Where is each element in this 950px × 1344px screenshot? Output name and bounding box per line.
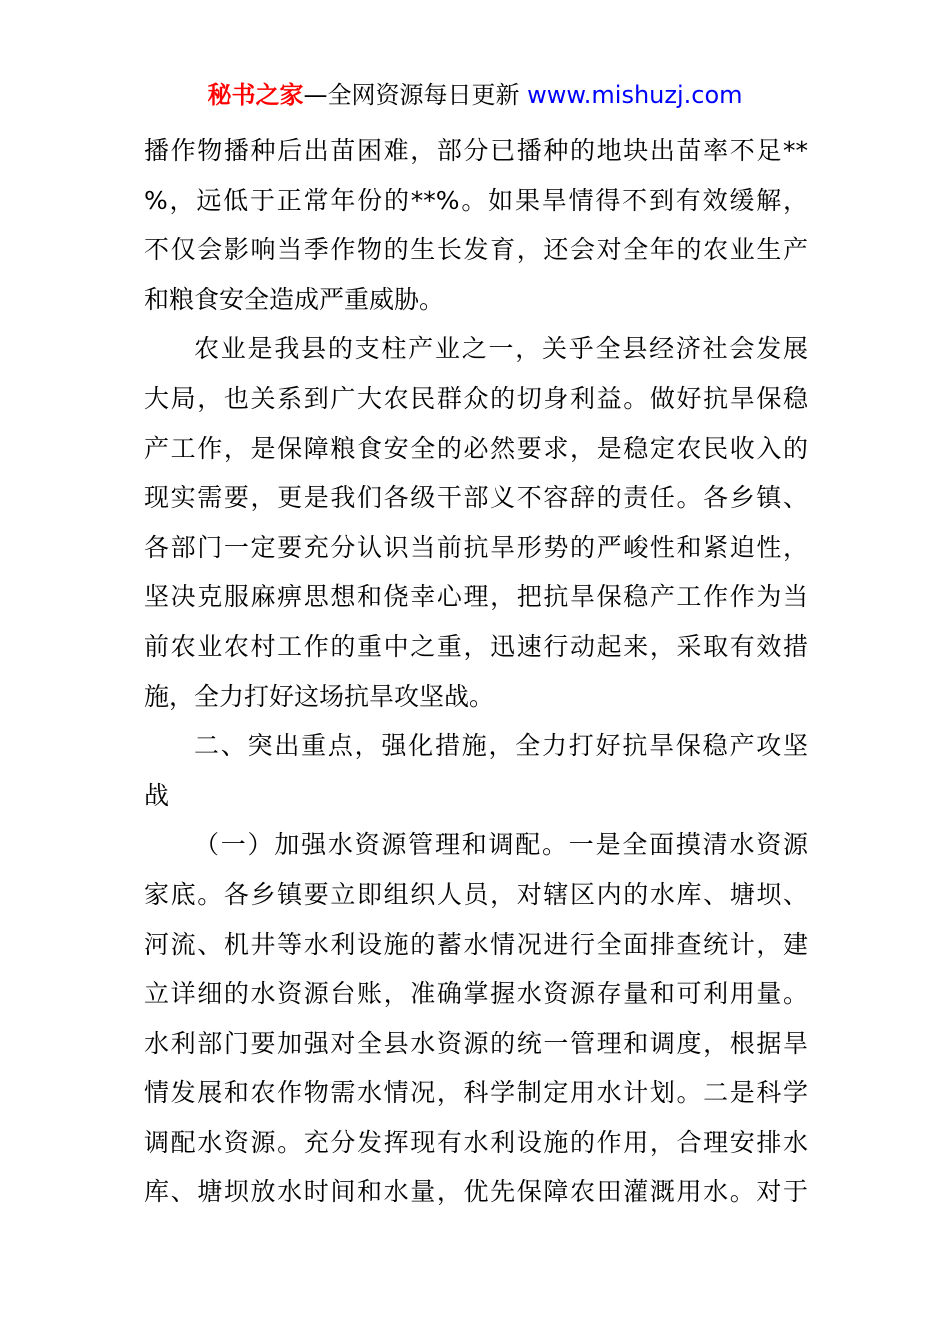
text-line: 前农业农村工作的重中之重，迅速行动起来，采取有效措: [144, 631, 808, 661]
text-line: 大局，也关系到广大农民群众的切身利益。做好抗旱保稳: [144, 383, 808, 413]
text-line: 水利部门要加强对全县水资源的统一管理和调度，根据旱: [144, 1028, 808, 1058]
text-line: 施，全力打好这场抗旱攻坚战。: [144, 681, 495, 711]
text-line: 立详细的水资源台账，准确掌握水资源存量和可利用量。: [144, 979, 808, 1009]
text-line: 各部门一定要充分认识当前抗旱形势的严峻性和紧迫性，: [144, 532, 808, 562]
paragraph-start-line: （一）加强水资源管理和调配。一是全面摸清水资源: [194, 830, 808, 860]
site-header: [0, 78, 950, 112]
text-line: 现实需要，更是我们各级干部义不容辞的责任。各乡镇、: [144, 483, 808, 513]
text-line: 不仅会影响当季作物的生长发育，还会对全年的农业生产: [144, 235, 808, 265]
text-line: 坚决克服麻痹思想和侥幸心理，把抗旱保稳产工作作为当: [144, 582, 808, 612]
paragraph-start-line: 农业是我县的支柱产业之一，关乎全县经济社会发展: [194, 334, 808, 364]
document-body: [144, 126, 808, 1217]
text-line: 家底。各乡镇要立即组织人员，对辖区内的水库、塘坝、: [144, 879, 808, 909]
site-slogan: —全网资源每日更新: [303, 81, 528, 109]
section-heading-line: 二、突出重点，强化措施，全力打好抗旱保稳产攻坚: [194, 731, 808, 761]
text-line: 和粮食安全造成严重威胁。: [144, 284, 445, 314]
text-line: 调配水资源。充分发挥现有水利设施的作用，合理安排水: [144, 1127, 808, 1157]
text-line: %，远低于正常年份的**%。如果旱情得不到有效缓解，: [144, 185, 808, 215]
text-line: 库、塘坝放水时间和水量，优先保障农田灌溉用水。对于: [144, 1177, 808, 1207]
site-url[interactable]: www.mishuzj.com: [527, 81, 743, 109]
text-line: 播作物播种后出苗困难，部分已播种的地块出苗率不足**: [144, 136, 808, 165]
text-line: 情发展和农作物需水情况，科学制定用水计划。二是科学: [144, 1078, 808, 1108]
site-brand: 秘书之家: [207, 81, 304, 109]
text-line: 河流、机井等水利设施的蓄水情况进行全面排查统计，建: [144, 929, 808, 959]
text-line: 产工作，是保障粮食安全的必然要求，是稳定农民收入的: [144, 433, 808, 463]
section-heading-line: 战: [144, 780, 170, 810]
